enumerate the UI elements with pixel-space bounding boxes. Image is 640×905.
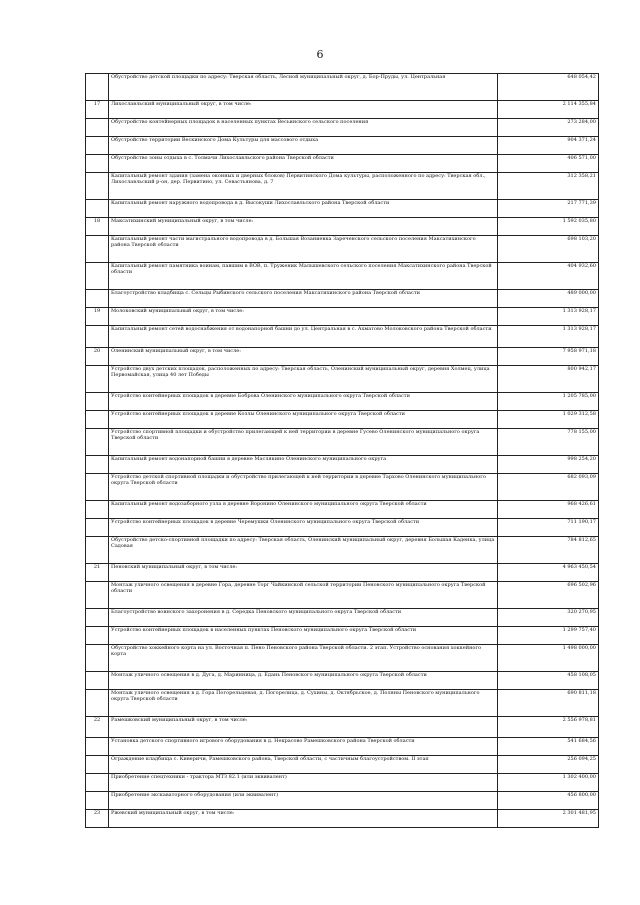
row-number bbox=[86, 690, 109, 717]
row-amount: 1 592 035,80 bbox=[498, 218, 599, 236]
row-number: 22 bbox=[86, 717, 109, 738]
table-row bbox=[86, 738, 599, 756]
table-row bbox=[86, 609, 599, 627]
row-description: Монтаж уличного освещения в д. Гора Погорельцевая, д. Погорелица, д. Сухины, д. Октябрьское, д. Поляны Пеновского муниципального округа Тверской области bbox=[109, 690, 498, 717]
row-description: Капитальный ремонт водозаборного узла в деревне Воронино Оленинского муниципального округа Тверской области bbox=[109, 501, 498, 519]
row-number bbox=[86, 236, 109, 263]
table-row bbox=[86, 236, 599, 263]
row-description: Оленинский муниципальный округ, в том числе: bbox=[109, 348, 498, 366]
row-description: Монтаж уличного освещения в деревне Гора, деревне Торг Чайкинской сельской территории Пеновского муниципального округа Тверской области bbox=[109, 582, 498, 609]
row-number bbox=[86, 645, 109, 672]
row-amount: 320 270,95 bbox=[498, 609, 599, 627]
table-row bbox=[86, 792, 599, 810]
table-row bbox=[86, 810, 599, 828]
row-number bbox=[86, 429, 109, 456]
row-description: Приобретение экскаваторного оборудования (или эквивалент) bbox=[109, 792, 498, 810]
row-amount: 1 313 928,17 bbox=[498, 308, 599, 326]
table-row bbox=[86, 429, 599, 456]
row-description: Обустройство детско-спортивной площадки по адресу: Тверская область, Оленинский муниципальный округ, деревня Большая Каденка, улица Садовая bbox=[109, 537, 498, 564]
row-description: Рамешковский муниципальный округ, в том числе: bbox=[109, 717, 498, 738]
table-row bbox=[86, 366, 599, 393]
table-row bbox=[86, 155, 599, 173]
row-number bbox=[86, 501, 109, 519]
row-description: Капитальный ремонт памятника воинам, павшим в ВОВ, п. Труженик Малышевского сельского поселения Максатихинского района Тверской области bbox=[109, 263, 498, 290]
row-description: Приобретение спецтехники - трактора МТЗ 82.1 (или эквивалент) bbox=[109, 774, 498, 792]
row-amount: 458 108,05 bbox=[498, 672, 599, 690]
table-row bbox=[86, 501, 599, 519]
budget-table bbox=[85, 73, 599, 828]
row-description: Установка детского спортивного игрового оборудования в д. Некрасово Рамешковского района Тверской области bbox=[109, 738, 498, 756]
row-number: 17 bbox=[86, 101, 109, 119]
row-amount: 711 190,17 bbox=[498, 519, 599, 537]
row-description: Капитальный ремонт части магистрального водопровода в д. Большая Возаниевка Зареченского сельского поселения Максатихинского района Тверской области bbox=[109, 236, 498, 263]
row-description: Молоковский муниципальный округ, в том числе: bbox=[109, 308, 498, 326]
row-description: Максатихинский муниципальный округ, в том числе: bbox=[109, 218, 498, 236]
row-description: Благоустройство кладбища с. Сельцы Рыбинского сельского поселения Максатихинского района Тверской области bbox=[109, 290, 498, 308]
row-description: Устройство двух детских площадок, расположенных по адресу: Тверская область, Оленинский муниципальный округ, деревня Холмец, улица Первомайская, улица 40 лет Победы bbox=[109, 366, 498, 393]
row-description: Обустройство контейнерных площадок в населенных пунктах Весьинского сельского поселения bbox=[109, 119, 498, 137]
table-row bbox=[86, 200, 599, 218]
row-amount: 800 942,17 bbox=[498, 366, 599, 393]
row-amount: 1 313 928,17 bbox=[498, 326, 599, 348]
row-amount: 2 556 978,81 bbox=[498, 717, 599, 738]
table-row bbox=[86, 326, 599, 348]
row-description: Ограждение кладбища с. Киверичи, Рамешковского района, Тверской области, с частичным благоустройством. II этап bbox=[109, 756, 498, 774]
row-description: Капитальный ремонт наружного водопровода в д. Высокуши Лихославльского района Тверской области bbox=[109, 200, 498, 218]
table-row bbox=[86, 119, 599, 137]
table-row bbox=[86, 582, 599, 609]
row-description: Обустройство хоккейного корта на ул. Восточная п. Пено Пеновского района Тверской области. 2 этап. Устройство основания хоккейного корта bbox=[109, 645, 498, 672]
row-number: 19 bbox=[86, 308, 109, 326]
table-row bbox=[86, 756, 599, 774]
row-number bbox=[86, 119, 109, 137]
row-amount: 696 502,96 bbox=[498, 582, 599, 609]
row-number: 23 bbox=[86, 810, 109, 828]
row-number bbox=[86, 456, 109, 474]
row-description: Обустройство детской площадки по адресу: Тверская область, Лесной муниципальный округ, д. Бор-Пруды, ул. Центральная bbox=[109, 74, 498, 101]
table-row bbox=[86, 537, 599, 564]
row-description: Обустройство зоны отдыха в с. Толмачи Лихославльского района Тверской области bbox=[109, 155, 498, 173]
row-amount: 4 963 450,54 bbox=[498, 564, 599, 582]
row-amount: 1 029 312,58 bbox=[498, 411, 599, 429]
row-amount: 698 103,20 bbox=[498, 236, 599, 263]
row-amount: 541 684,56 bbox=[498, 738, 599, 756]
row-amount: 1 299 757,40 bbox=[498, 627, 599, 645]
table-row bbox=[86, 717, 599, 738]
row-amount: 2 301 481,95 bbox=[498, 810, 599, 828]
row-number bbox=[86, 263, 109, 290]
row-number: 20 bbox=[86, 348, 109, 366]
row-amount: 904 371,24 bbox=[498, 137, 599, 155]
row-number bbox=[86, 200, 109, 218]
row-description: Обустройство территории Вескинского Дома Культуры для массового отдыха bbox=[109, 137, 498, 155]
row-number bbox=[86, 756, 109, 774]
row-description: Монтаж уличного освещения в д. Дуга, д. Маринница, д. Едань Пеновского муниципального округа Тверской области bbox=[109, 672, 498, 690]
table-row bbox=[86, 690, 599, 717]
table-row bbox=[86, 627, 599, 645]
row-number bbox=[86, 792, 109, 810]
row-number bbox=[86, 74, 109, 101]
row-amount: 2 114 355,84 bbox=[498, 101, 599, 119]
table-row bbox=[86, 456, 599, 474]
row-number bbox=[86, 672, 109, 690]
row-number bbox=[86, 393, 109, 411]
row-number bbox=[86, 411, 109, 429]
row-description: Капитальный ремонт водонапорной башни в деревне Маслякино Оленинского муниципального округа bbox=[109, 456, 498, 474]
row-description: Устройство контейнерных площадок в деревне Черемушки Оленинского муниципального округа Тверской области bbox=[109, 519, 498, 537]
row-number: 21 bbox=[86, 564, 109, 582]
table-row bbox=[86, 774, 599, 792]
row-description: Устройство контейнерных площадок в деревне Козлы Оленинского муниципального округа Тверской области bbox=[109, 411, 498, 429]
table-row bbox=[86, 308, 599, 326]
table-row bbox=[86, 474, 599, 501]
row-description: Капитальный ремонт здания (замена оконных и дверных блоков) Первитинского Дома культуры, расположенного по адресу: Тверская обл., Лихославльский р-он, дер. Первитино, ул. Севастьянова, д. 7 bbox=[109, 173, 498, 200]
row-number bbox=[86, 738, 109, 756]
row-amount: 998 254,20 bbox=[498, 456, 599, 474]
row-amount: 406 571,00 bbox=[498, 155, 599, 173]
row-amount: 7 958 971,18 bbox=[498, 348, 599, 366]
row-number bbox=[86, 366, 109, 393]
row-description: Лихославльский муниципальный округ, в том числе: bbox=[109, 101, 498, 119]
table-body bbox=[86, 74, 599, 828]
table-row bbox=[86, 101, 599, 119]
table-row bbox=[86, 218, 599, 236]
row-amount: 784 812,65 bbox=[498, 537, 599, 564]
row-number bbox=[86, 609, 109, 627]
row-number bbox=[86, 155, 109, 173]
table-row bbox=[86, 564, 599, 582]
table-row bbox=[86, 290, 599, 308]
row-amount: 1 302 400,00 bbox=[498, 774, 599, 792]
page-number: 6 bbox=[316, 48, 324, 61]
table-row bbox=[86, 348, 599, 366]
row-description: Устройство контейнерных площадок в деревне Боброва Оленинского муниципального округа Тверской области bbox=[109, 393, 498, 411]
table-row bbox=[86, 137, 599, 155]
table-row bbox=[86, 645, 599, 672]
row-amount: 648 054,42 bbox=[498, 74, 599, 101]
row-description: Ржевский муниципальный округ, в том числе: bbox=[109, 810, 498, 828]
row-number bbox=[86, 474, 109, 501]
row-number bbox=[86, 627, 109, 645]
row-number bbox=[86, 519, 109, 537]
row-description: Устройство контейнерных площадок в населенных пунктах Пеновского муниципального округа Тверской области bbox=[109, 627, 498, 645]
row-description: Устройство детской спортивной площадки и обустройство прилегающей к ней территории в деревне Тархово Оленинского муниципального округа Тверской области bbox=[109, 474, 498, 501]
row-amount: 217 771,39 bbox=[498, 200, 599, 218]
row-amount: 404 932,60 bbox=[498, 263, 599, 290]
row-amount: 968 426,61 bbox=[498, 501, 599, 519]
row-number bbox=[86, 537, 109, 564]
table-row bbox=[86, 411, 599, 429]
row-number bbox=[86, 326, 109, 348]
row-number bbox=[86, 137, 109, 155]
row-number: 18 bbox=[86, 218, 109, 236]
row-amount: 682 093,09 bbox=[498, 474, 599, 501]
table-row bbox=[86, 173, 599, 200]
row-number bbox=[86, 582, 109, 609]
table-row bbox=[86, 672, 599, 690]
row-description: Благоустройство воинского захоронения в д. Середка Пеновского муниципального округа Тверской области bbox=[109, 609, 498, 627]
row-amount: 456 800,00 bbox=[498, 792, 599, 810]
table-row bbox=[86, 519, 599, 537]
row-amount: 690 811,18 bbox=[498, 690, 599, 717]
row-description: Устройство спортивной площадки и обустройство прилегающей к ней территории в деревне Гусево Оленинского муниципального округа Тверской области bbox=[109, 429, 498, 456]
table-row bbox=[86, 74, 599, 101]
row-description: Пеновский муниципальный округ, в том числе: bbox=[109, 564, 498, 582]
row-amount: 256 094,25 bbox=[498, 756, 599, 774]
row-amount: 312 358,21 bbox=[498, 173, 599, 200]
row-number bbox=[86, 173, 109, 200]
table-row bbox=[86, 393, 599, 411]
row-number bbox=[86, 290, 109, 308]
row-description: Капитальный ремонт сетей водоснабжения от водонапорной башни до ул. Центральная в с. Ахматово Молоковского района Тверской области bbox=[109, 326, 498, 348]
row-amount: 778 155,00 bbox=[498, 429, 599, 456]
row-number bbox=[86, 774, 109, 792]
row-amount: 273 284,00 bbox=[498, 119, 599, 137]
table-row bbox=[86, 263, 599, 290]
row-amount: 1 205 785,00 bbox=[498, 393, 599, 411]
row-amount: 1 498 000,00 bbox=[498, 645, 599, 672]
row-amount: 489 000,00 bbox=[498, 290, 599, 308]
